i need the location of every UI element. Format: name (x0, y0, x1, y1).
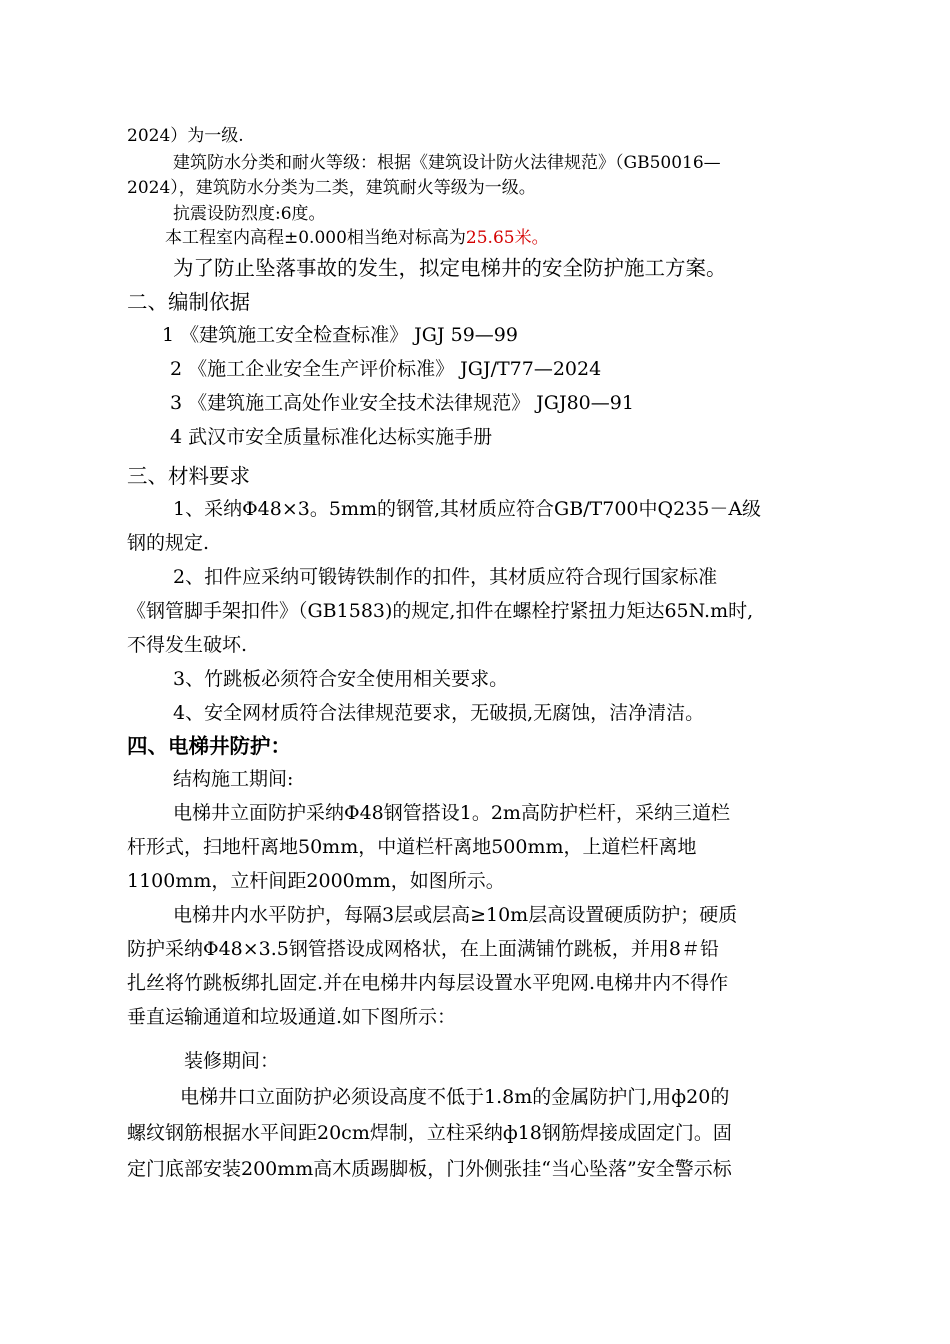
elevation-text: 本工程室内高程±0.000相当绝对标高为 (165, 228, 466, 248)
text-line: 垂直运输通道和垃圾通道.如下图所示： (127, 1006, 457, 1028)
text-line: 4、安全网材质符合法律规范要求，无破损,无腐蚀，洁净清洁。 (173, 702, 705, 724)
text-line: 2、扣件应采纳可锻铸铁制作的扣件，其材质应符合现行国家标准 (173, 566, 718, 588)
text-line: 2024），建筑防水分类为二类，建筑耐火等级为一级。 (127, 178, 536, 198)
text-line: 钢的规定. (127, 532, 210, 554)
text-line (165, 228, 549, 248)
subheading: 装修期间： (184, 1050, 280, 1072)
text-line: 抗震设防烈度:6度。 (173, 204, 326, 224)
reference-item: 3 《建筑施工高处作业安全技术法律规范》 JGJ80—91 (170, 392, 634, 414)
text-line: 建筑防水分类和耐火等级：根据《建筑设计防火法律规范》（GB50016— (173, 153, 721, 173)
text-line: 杆形式，扫地杆离地50mm，中道栏杆离地500mm，上道栏杆离地 (127, 836, 697, 858)
text-line: 《钢管脚手架扣件》（GB1583)的规定,扣件在螺栓拧紧扭力矩达65N.m时, (127, 600, 754, 622)
section-heading: 二、编制依据 (127, 290, 250, 314)
text-line: 1、采纳Φ48×3。5mm的钢管,其材质应符合GB/T700中Q235－A级 (173, 498, 762, 520)
reference-item: 2 《施工企业安全生产评价标准》 JGJ/T77—2024 (170, 358, 602, 380)
text-line: 扎丝将竹跳板绑扎固定.并在电梯井内每层设置水平兜网.电梯井内不得作 (127, 972, 729, 994)
text-line: 不得发生破坏. (127, 634, 248, 656)
text-line: 为了防止坠落事故的发生，拟定电梯井的安全防护施工方案。 (173, 256, 727, 280)
text-line: 电梯井立面防护采纳Φ48钢管搭设1。2m高防护栏杆，采纳三道栏 (173, 802, 730, 824)
reference-item: 1 《建筑施工安全检查标准》 JGJ 59—99 (162, 324, 518, 346)
section-heading: 三、材料要求 (127, 464, 250, 488)
text-line: 螺纹钢筋根据水平间距20cm焊制，立柱采纳ф18钢筋焊接成固定门。固 (127, 1122, 732, 1144)
text-line: 1100mm，立杆间距2000mm，如图所示。 (127, 870, 505, 892)
text-line: 3、竹跳板必须符合安全使用相关要求。 (173, 668, 509, 690)
text-line: 电梯井内水平防护，每隔3层或层高≥10m层高设置硬质防护；硬质 (173, 904, 738, 926)
text-line: 防护采纳Φ48×3.5钢管搭设成网格状，在上面满铺竹跳板，并用8＃铅 (127, 938, 719, 960)
text-line: 2024）为一级. (127, 126, 244, 146)
elevation-value: 25.65米。 (465, 228, 549, 248)
subheading: 结构施工期间: (173, 768, 294, 790)
section-heading: 四、电梯井防护： (127, 734, 291, 758)
reference-item: 4 武汉市安全质量标准化达标实施手册 (170, 426, 493, 448)
text-line: 电梯井口立面防护必须设高度不低于1.8m的金属防护门,用ф20的 (180, 1086, 730, 1108)
text-line: 定门底部安装200mm高木质踢脚板，门外侧张挂“当心坠落”安全警示标 (127, 1158, 732, 1180)
